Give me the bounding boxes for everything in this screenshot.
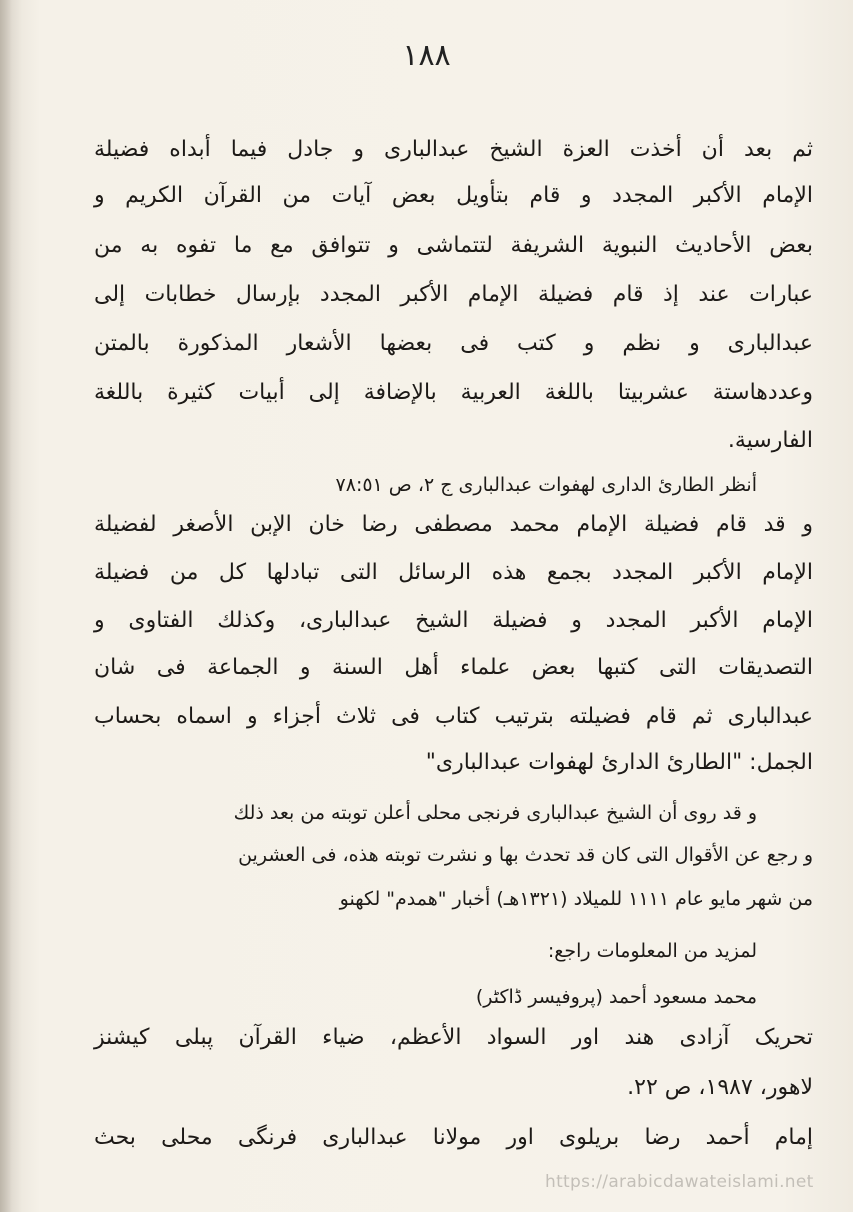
footnote-line-1: و قد روى أن الشيخ عبدالبارى فرنجى محلى أعلن توبته من بعد ذلك (233, 802, 757, 824)
paragraph-line-8: و قد قام فضيلة الإمام محمد مصطفى رضا خان الإبن الأصغر لفضيلة (94, 512, 813, 537)
paragraph-line-1: ثم بعد أن أخذت العزة الشيخ عبدالبارى و جادل فيما أبداه فضيلة (94, 137, 813, 162)
website-watermark: https://arabicdawateislami.net (545, 1172, 814, 1192)
paragraph-line-13: الجمل: "الطارئ الدارئ لهفوات عبدالبارى" (425, 750, 813, 775)
paragraph-line-4: عبارات عند إذ قام فضيلة الإمام الأكبر المجدد بإرسال خطابات إلى (94, 282, 813, 307)
book-spine-shadow (0, 0, 22, 1212)
paragraph-line-2: الإمام الأكبر المجدد و قام بتأويل بعض آيات من القرآن الكريم و (94, 183, 813, 208)
reference-note-1: أنظر الطارئ الدارى لهفوات عبدالبارى ج ٢، ص ٧٨:٥١ (335, 474, 757, 496)
footnote-line-5: محمد مسعود أحمد (پروفيسر ڈاكٹر) (475, 986, 757, 1008)
paragraph-line-7: الفارسية. (727, 428, 813, 453)
footnote-line-3: من شهر مايو عام ١١١١ للميلاد (١٣٢١هـ) أخبار "همدم" لكهنو (339, 888, 813, 910)
footnote-line-7: لاهور، ١٩٨٧، ص ٢٢. (627, 1075, 813, 1100)
paragraph-line-3: بعض الأحاديث النبوية الشريفة لتتماشى و تتوافق مع ما تفوه به من (94, 233, 813, 258)
footnote-line-4: لمزيد من المعلومات راجع: (547, 940, 757, 962)
paragraph-line-6: وعددهاستة عشربيتا باللغة العربية بالإضافة إلى أبيات كثيرة باللغة (94, 380, 813, 405)
page-number: ١٨٨ (402, 38, 451, 73)
footnote-line-8: إمام أحمد رضا بريلوى اور مولانا عبدالبارى فرنگى محلى بحث (94, 1125, 813, 1150)
footnote-line-6: تحريک آزادى هند اور السواد الأعظم، ضياء القرآن پبلى كيشنز (94, 1025, 813, 1050)
paragraph-line-12: عبدالبارى ثم قام فضيلته بترتيب كتاب فى ثلاث أجزاء و اسماه بحساب (94, 704, 813, 729)
footnote-line-2: و رجع عن الأقوال التى كان قد تحدث بها و نشرت توبته هذه، فى العشرين (238, 844, 813, 866)
paragraph-line-11: التصديقات التى كتبها بعض علماء أهل السنة و الجماعة فى شان (94, 655, 813, 680)
paragraph-line-9: الإمام الأكبر المجدد بجمع هذه الرسائل التى تبادلها كل من فضيلة (94, 560, 813, 585)
paragraph-line-5: عبدالبارى و نظم و كتب فى بعضها الأشعار المذكورة بالمتن (94, 331, 813, 356)
paragraph-line-10: الإمام الأكبر المجدد و فضيلة الشيخ عبدالبارى، وكذلك الفتاوى و (94, 608, 813, 633)
